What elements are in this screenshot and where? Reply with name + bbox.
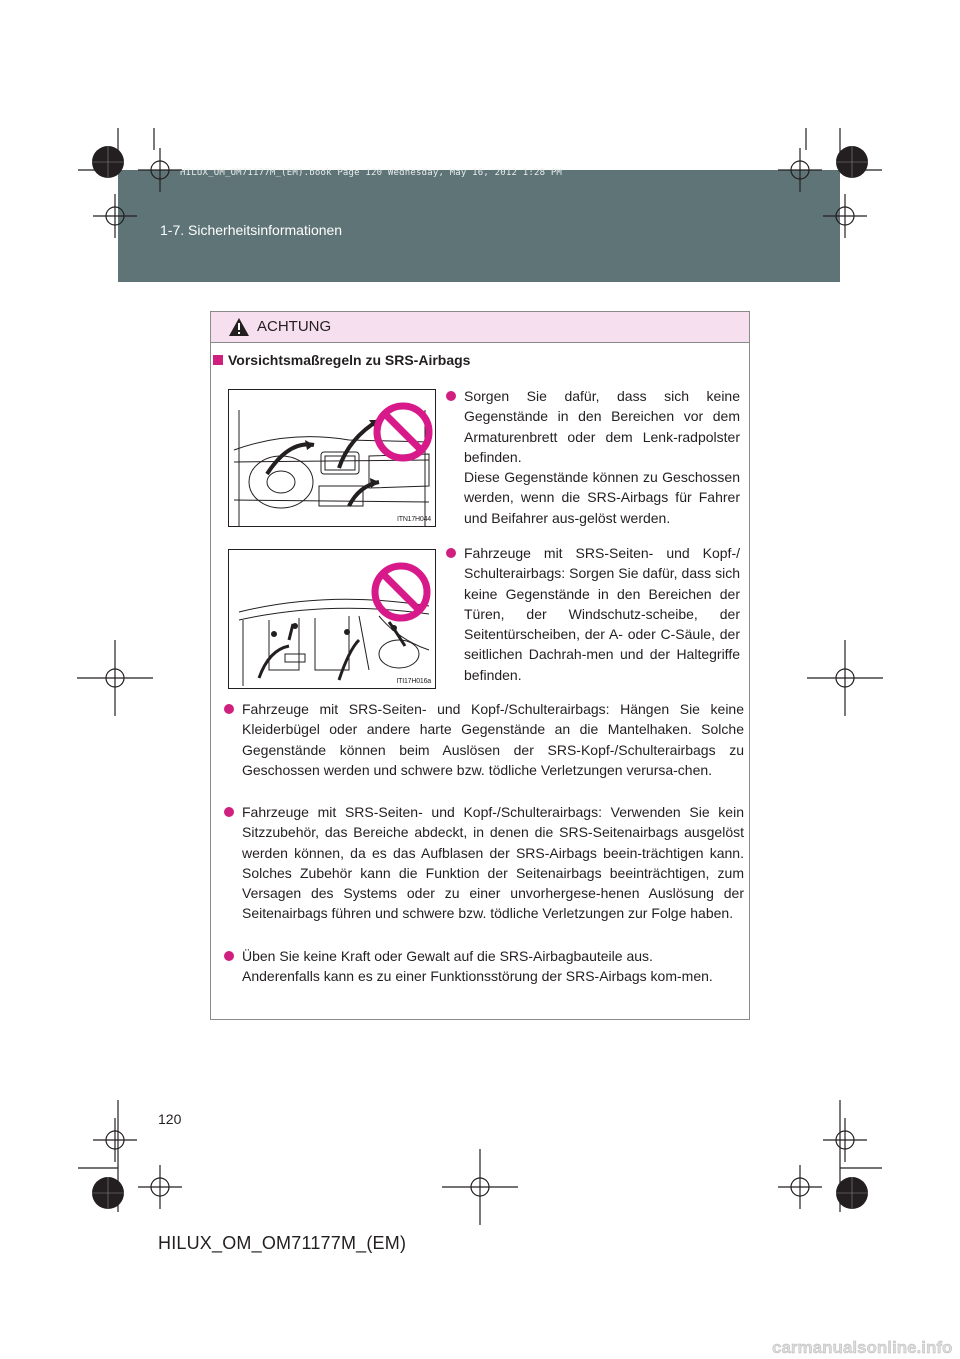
bullet-text: Fahrzeuge mit SRS-Seiten- und Kopf-/Schulterairbags: Hängen Sie keine Kleiderbügel oder andere harte Gegenstände an die Mantelhaken. Solche Gegenstände können beim Auslösen der SRS-Kopf-/Schulterairbags zu Geschossen werden und schwere bzw. tödliche Verletzungen verursa-chen. <box>242 701 744 778</box>
bullet-dot-icon <box>224 704 234 714</box>
figure-code: ITN17H044 <box>397 516 431 523</box>
bullet-dot-icon <box>446 548 456 558</box>
subheading <box>213 352 470 368</box>
bullet-text: Fahrzeuge mit SRS-Seiten- und Kopf-/Schulterairbags: Verwenden Sie kein Sitzzubehör, das Bereiche abdeckt, in denen die SRS-Seitenairbags ausgelöst werden können, da es das Aufblasen der SRS-Airbags beein-trächtigen kann. Solches Zubehör kann die Funktion der Seitenairbags beeinträchtigen, zum Versagen des Systems oder zu einer unvorhergese-henen Auslösung der Seitenairbags führen und schwere bzw. tödliche Verletzungen zur Folge haben. <box>242 804 744 922</box>
bullet-item <box>224 802 744 924</box>
bullet-item <box>446 386 740 528</box>
bullet-item <box>224 946 744 987</box>
warning-label: ACHTUNG <box>257 318 332 335</box>
bullet-item <box>224 699 744 780</box>
page-number: 120 <box>158 1111 182 1127</box>
dashboard-illustration <box>229 390 435 526</box>
subheading-text: Vorsichtsmaßregeln zu SRS-Airbags <box>228 352 471 368</box>
warning-box <box>210 311 750 1020</box>
warning-header <box>211 312 749 343</box>
bullet-dot-icon <box>224 951 234 961</box>
bullet-item <box>446 543 740 685</box>
watermark-text: carmanualsonline.info <box>772 1338 953 1357</box>
bullet-dot-icon <box>446 391 456 401</box>
figure-dashboard <box>228 389 436 527</box>
bullet-dot-icon <box>224 807 234 817</box>
cabin-illustration <box>229 550 435 688</box>
prohibition-icon <box>375 566 427 618</box>
book-stamp: HILUX_OM_OM71177M_(EM).book Page 120 Wednesday, May 16, 2012 1:28 PM <box>180 168 563 178</box>
watermark-logo[interactable] <box>772 1333 960 1359</box>
bullet-text: Üben Sie keine Kraft oder Gewalt auf die SRS-Airbagbauteile aus. Anderenfalls kann es zu einer Funktionsstörung der SRS-Airbags kom-men. <box>242 948 713 985</box>
figure-code: ITI17H016a <box>396 678 431 685</box>
figure-cabin-interior <box>228 549 436 689</box>
square-bullet-icon <box>213 355 223 365</box>
document-code: HILUX_OM_OM71177M_(EM) <box>158 1233 407 1253</box>
bullet-text: Fahrzeuge mit SRS-Seiten- und Kopf-/ Schulterairbags: Sorgen Sie dafür, dass sich keine Gegenstände in den Bereichen der Türen, der Windschutz-scheibe, der Seitentürscheiben, der A- oder C-Säule, der seitlichen Dachrah-men und der Haltegriffe befinden. <box>464 545 740 683</box>
prohibition-icon <box>377 406 429 458</box>
warning-triangle-icon <box>228 317 250 337</box>
bullet-text: Sorgen Sie dafür, dass sich keine Gegenstände in den Bereichen vor dem Armaturenbrett oder dem Lenk-radpolster befinden. Diese Gegenstände können zu Geschossen werden, wenn die SRS-Airbags für Fahrer und Beifahrer aus-gelöst werden. <box>464 388 740 526</box>
section-title: 1-7. Sicherheitsinformationen <box>160 222 343 238</box>
